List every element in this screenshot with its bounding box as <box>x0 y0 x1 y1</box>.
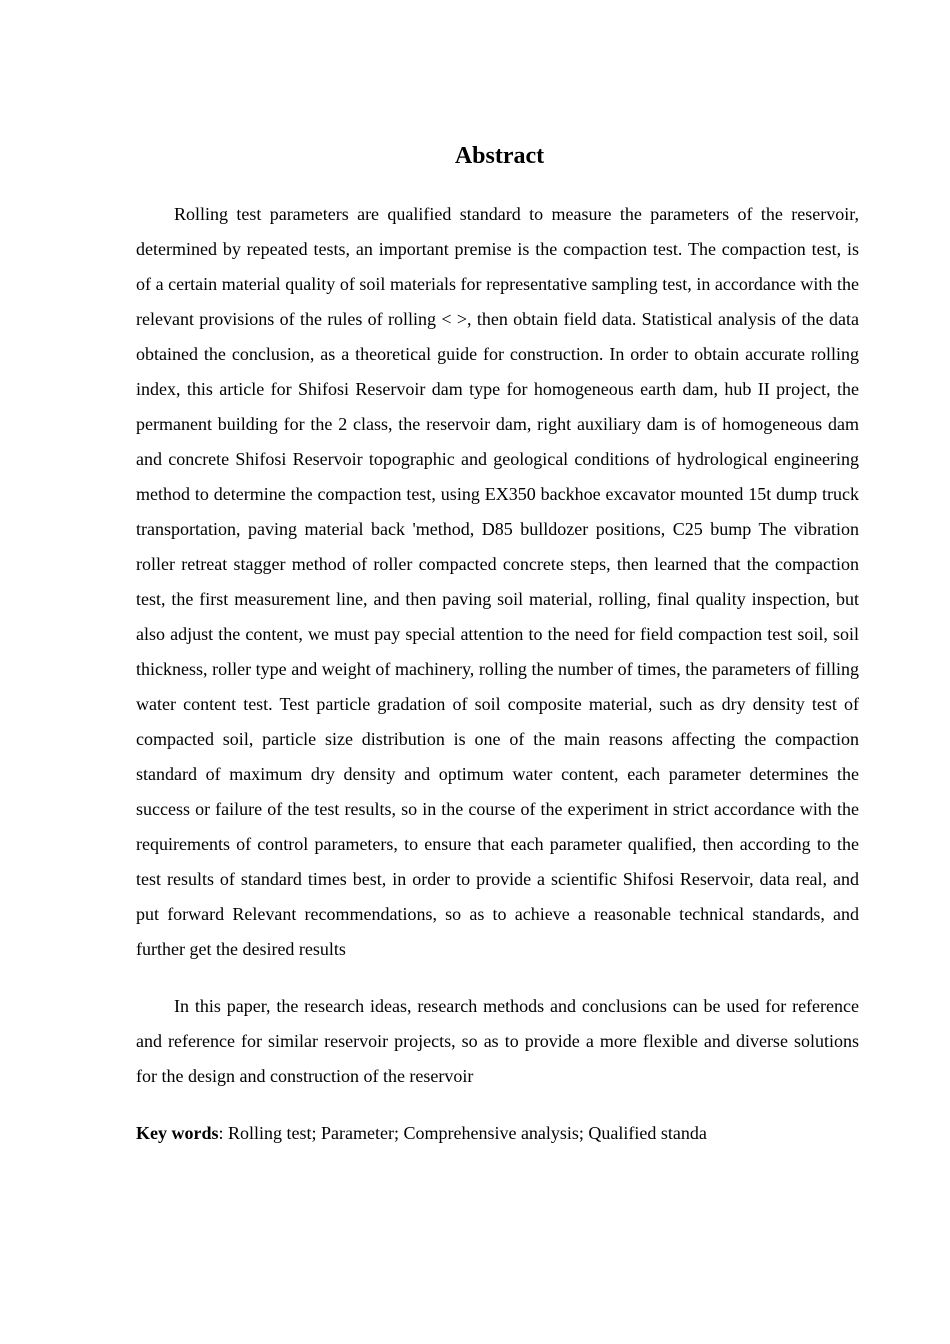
abstract-title: Abstract <box>454 143 545 169</box>
abstract-paragraph-2: In this paper, the research ideas, research methods and conclusions can be used for reference and reference for similar reservoir projects, so as to provide a more flexible and diverse solutions for the design and construction of the reservoir <box>136 996 859 1086</box>
abstract-section <box>136 138 859 1151</box>
keywords-line <box>136 1116 859 1151</box>
keywords-text: : Rolling test; Parameter; Comprehensive analysis; Qualified standa <box>218 1123 707 1143</box>
abstract-paragraph-1: Rolling test parameters are qualified standard to measure the parameters of the reservoir, determined by repeated tests, an important premise is the compaction test. The compaction test, is of a certain material quality of soil materials for representative sampling test, in accordance with the relevant provisions of the rules of rolling < >, then obtain field data. Statistical analysis of the data obtained the conclusion, as a theoretical guide for construction. In order to obtain accurate rolling index, this article for Shifosi Reservoir dam type for homogeneous earth dam, hub II project, the permanent building for the 2 class, the reservoir dam, right auxiliary dam is of homogeneous dam and concrete Shifosi Reservoir topographic and geological conditions of hydrological engineering method to determine the compaction test, using EX350 backhoe excavator mounted 15t dump truck transportation, paving material back 'method, D85 bulldozer positions, C25 bump The vibration roller retreat stagger method of roller compacted concrete steps, then learned that the compaction test, the first measurement line, and then paving soil material, rolling, final quality inspection, but also adjust the content, we must pay special attention to the need for field compaction test soil, soil thickness, roller type and weight of machinery, rolling the number of times, the parameters of filling water content test. Test particle gradation of soil composite material, such as dry density test of compacted soil, particle size distribution is one of the main reasons affecting the compaction standard of maximum dry density and optimum water content, each parameter determines the success or failure of the test results, so in the course of the experiment in strict accordance with the requirements of control parameters, to ensure that each parameter qualified, then according to the test results of standard times best, in order to provide a scientific Shifosi Reservoir, data real, and put forward Relevant recommendations, so as to achieve a reasonable technical standards, and further get the desired results <box>136 204 859 959</box>
keywords-label: Key words <box>136 1123 219 1143</box>
